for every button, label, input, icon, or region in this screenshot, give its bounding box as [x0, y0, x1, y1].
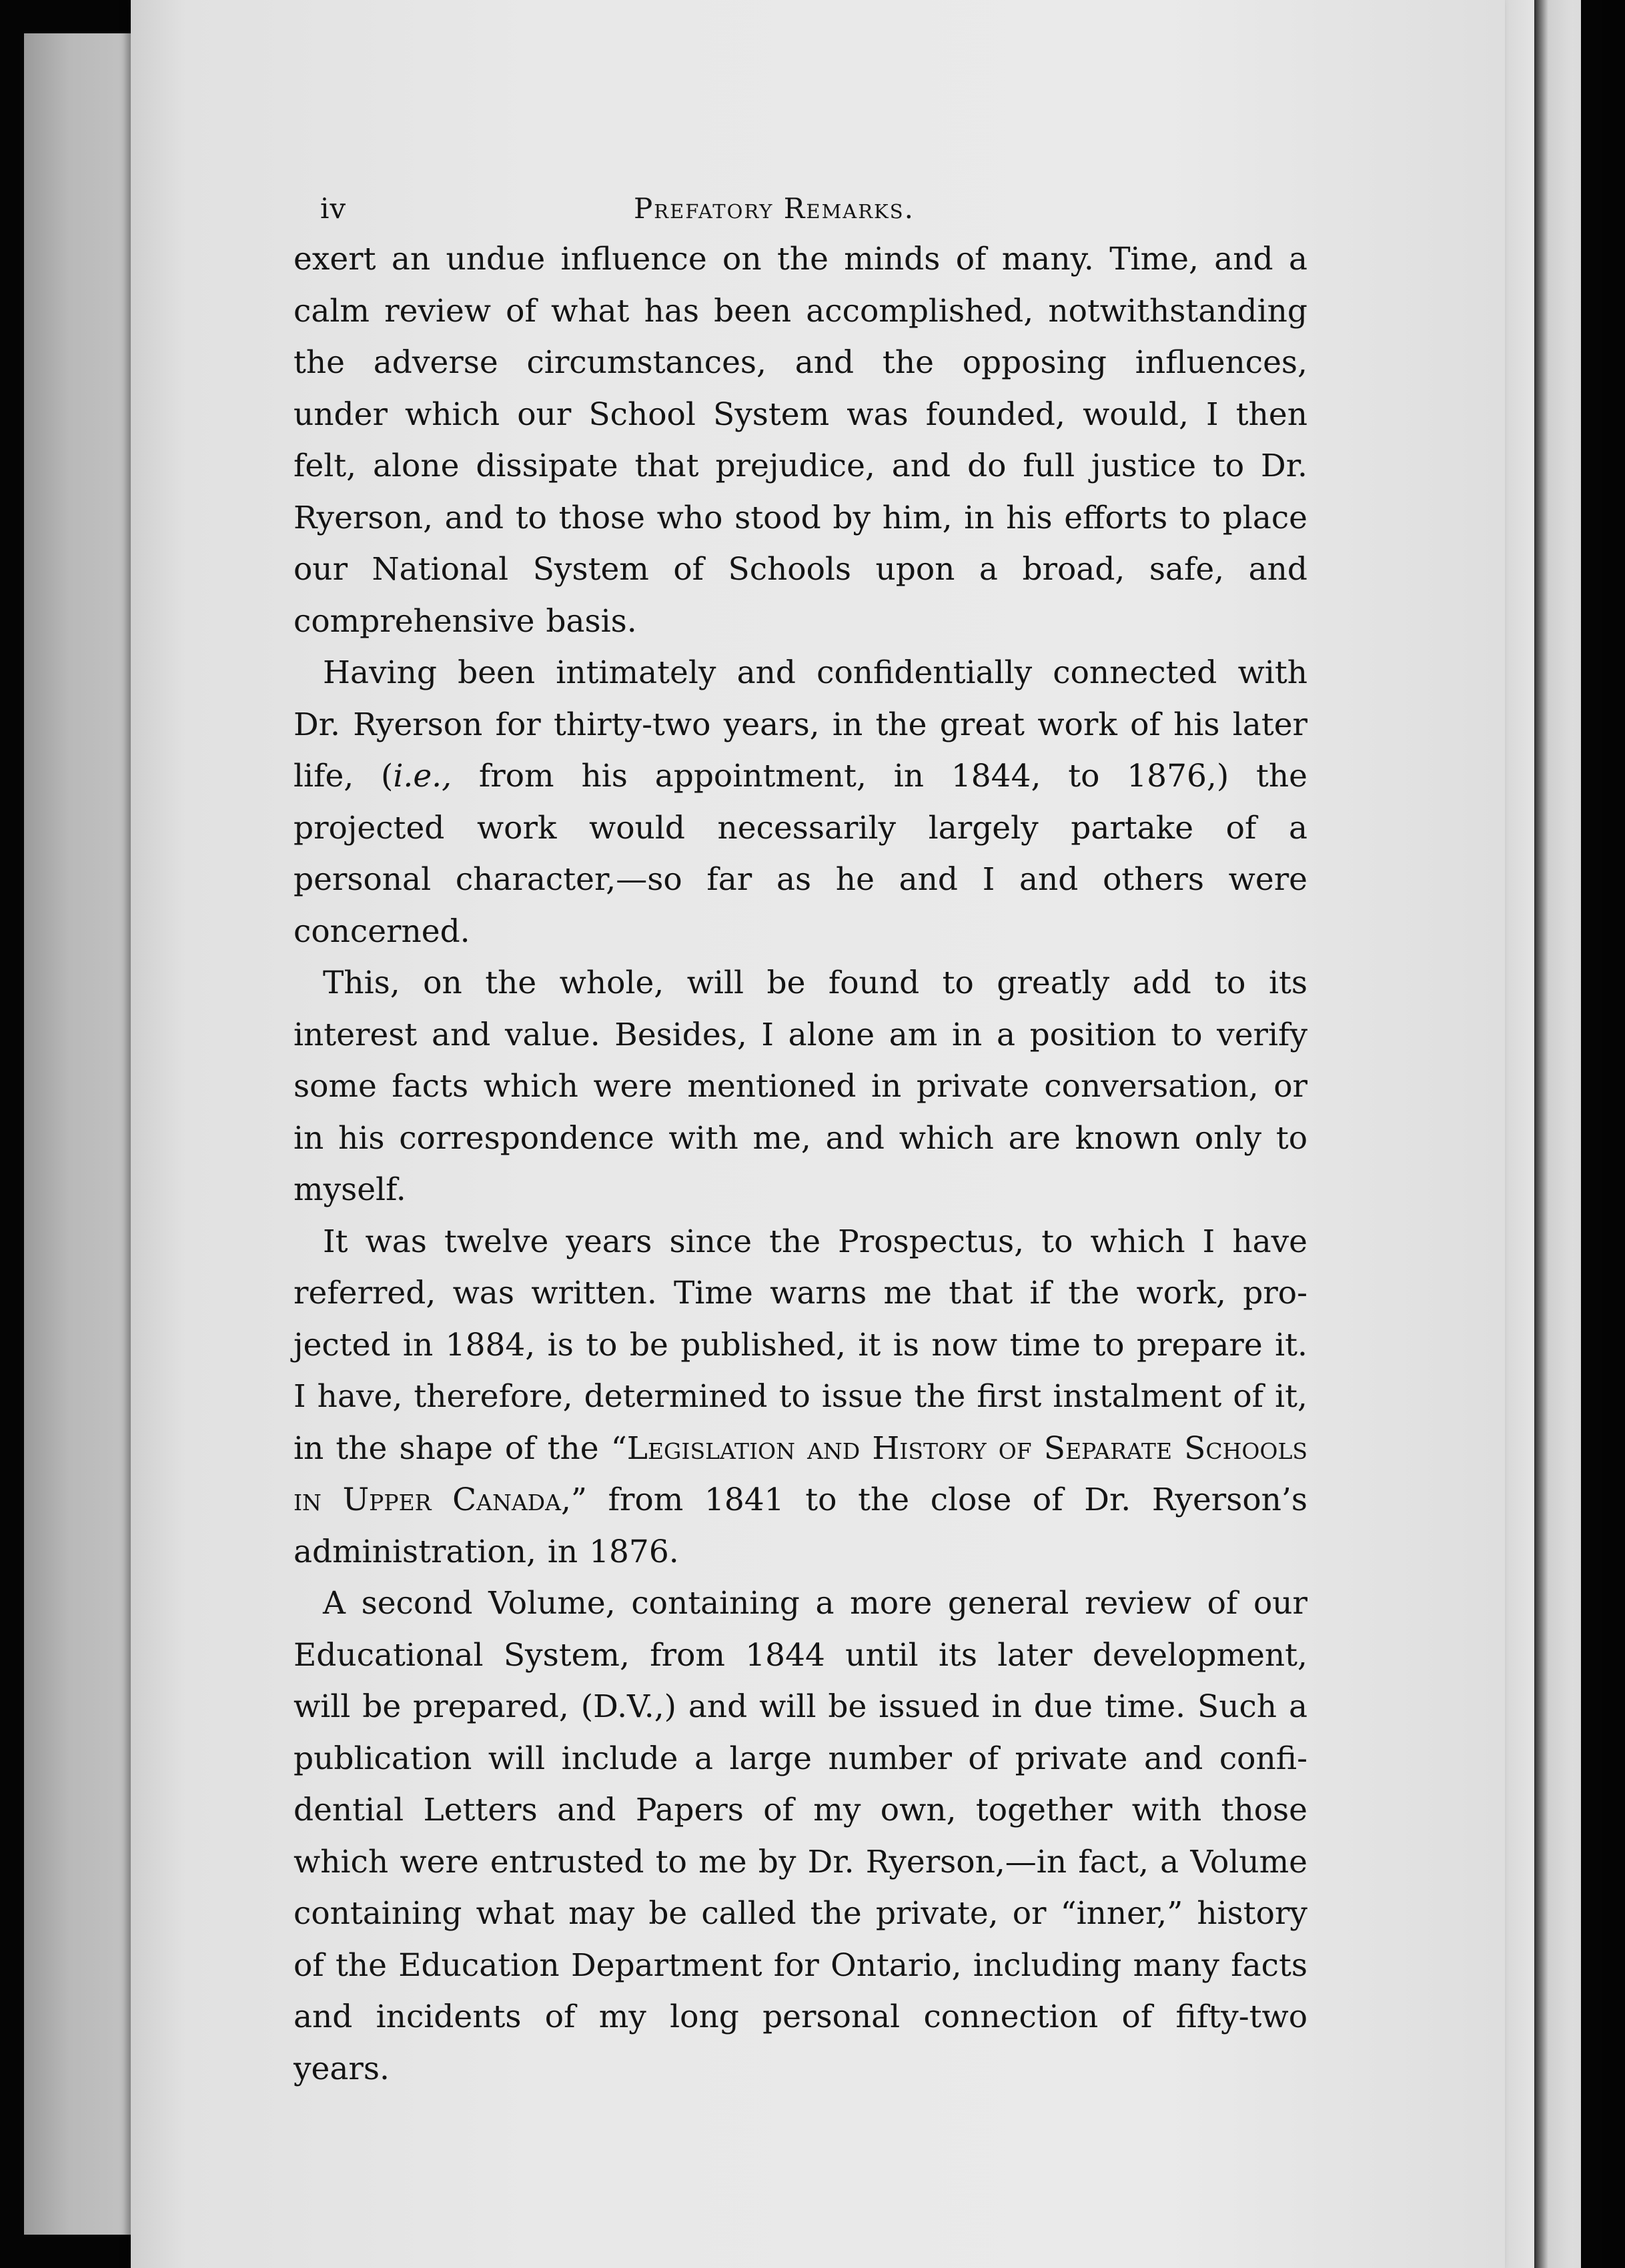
gutter-shadow — [1572, 0, 1625, 2268]
paragraph-4-text-b: ” from 1841 to the close of Dr. Ryerson’s administration, in 1876. — [294, 1482, 1307, 1570]
paragraph-2-text-b: from his appointment, in 1844, to 1876,) the projected work would necessarily largely partake of a personal character,—so far as he and I and others were concerned. — [294, 758, 1307, 950]
paragraph-2-italic: i.e., — [393, 758, 452, 794]
paragraph-4-book-title: Legislation and History of Separate Schools in Upper Canada, — [294, 1430, 1307, 1518]
paragraph-2-text-a: Having been intimately and confidentially connected with Dr. Ryerson for thirty-two years, in the great work of his later life, ( — [294, 654, 1307, 794]
paragraph-4-text-a: It was twelve years since the Prospectus, to which I have referred, was written. Time warns me that if the work, projected in 1884, is to be published, it is now time to prepare it. I have, therefore, determined to issue the first instalment of it, in the shape of the “ — [294, 1223, 1307, 1467]
running-title: Prefatory Remarks. — [634, 192, 915, 225]
paragraph-3: This, on the whole, will be found to greatly add to its interest and value. Besides, I alone am in a position to verify some facts which were mentioned in private conversation, or in his correspondence with me, and which are known only to myself. — [294, 965, 1307, 1208]
paragraph-4 — [294, 1216, 1307, 1578]
paragraph-5: A second Volume, containing a more general review of our Educational System, from 1844 until its later development, will be prepared, (D.V.,) and will be issued in due time. Such a publication will include a large number of private and confidential Letters and Papers of my own, together with those which were entrusted to me by Dr. Ryerson,—in fact, a Volume containing what may be called the private, or “inner,” history of the Education Department for Ontario, including many facts and incidents of my long personal connection of fifty-two years. — [294, 1585, 1307, 2087]
paragraph-1: exert an undue influence on the minds of many. Time, and a calm review of what has been accomplished, notwithstanding the adverse circumstances, and the opposing influences, under which our School System was founded, would, I then felt, alone dissipate that prejudice, and do full justice to Dr. Ryerson, and to those who stood by him, in his efforts to place our National System of Schools upon a broad, safe, and comprehensive basis. — [294, 241, 1307, 640]
paragraph-2 — [294, 647, 1307, 957]
running-head — [294, 180, 1307, 233]
page-number: iv — [320, 192, 347, 225]
page-text — [294, 180, 1307, 2095]
